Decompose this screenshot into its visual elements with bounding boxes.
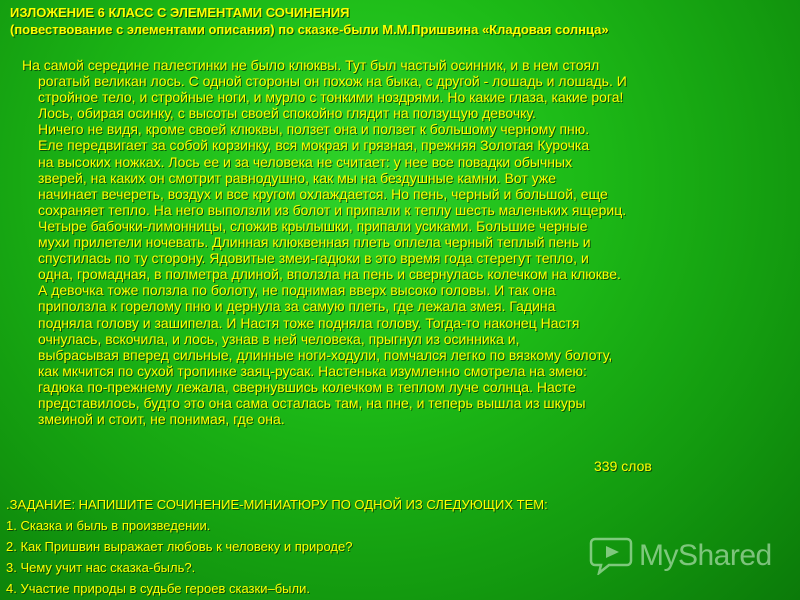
passage-line: выбрасывая вперед сильные, длинные ноги-ходули, помчался легко по вязкому болоту,: [38, 346, 613, 363]
passage-line: рогатый великан лось. С одной стороны он похож на быка, с другой - лошадь и лошадь. И: [38, 73, 627, 90]
passage-line: Лось, обирая осинку, с высоты своей спокойно глядит на ползущую девочку.: [38, 105, 536, 122]
passage-line: зверей, на каких он смотрит равнодушно, как мы на бездушные камни. Вот уже: [38, 169, 557, 186]
passage-line: представилось, будто это она сама осталась там, на пне, и теперь вышла из шкуры: [38, 394, 586, 411]
dictation-passage: [22, 57, 786, 428]
slide-header: [10, 4, 790, 38]
passage-line: на высоких ножках. Лось ее и за человека не считает: у нее все повадки обычных: [38, 153, 573, 170]
task-item: 1. Сказка и быль в произведении.: [6, 518, 211, 533]
header-subtitle: (повествование с элементами описания) по сказке-были М.М.Пришвина «Кладовая солнца»: [10, 22, 609, 37]
passage-line: На самой середине палестинки не было клюквы. Тут был частый осинник, и в нем стоял: [22, 57, 600, 73]
passage-line: змеиной и стоит, не понимая, где она.: [38, 411, 285, 428]
passage-line: гадюка по-прежнему лежала, свернувшись колечком в теплом луче солнца. Насте: [38, 378, 576, 395]
passage-line: Ничего не видя, кроме своей клюквы, ползет она и ползет к большому черному пню.: [38, 121, 590, 138]
task-item: 4. Участие природы в судьбе героев сказки–были.: [6, 581, 310, 596]
passage-line: Еле передвигает за собой корзинку, вся мокрая и грязная, прежняя Золотая Курочка: [38, 137, 590, 154]
myshared-watermark: [589, 537, 772, 575]
passage-line: стройное тело, и стройные ноги, и мурло с тонкими ноздрями. Но какие глаза, какие рога!: [38, 89, 624, 106]
task-item: 3. Чему учит нас сказка-быль?.: [6, 560, 196, 575]
passage-line: спустилась по ту сторону. Ядовитые змеи-гадюки в это время года стерегут тепло, и: [38, 250, 589, 267]
passage-line: как мкчится по сухой тропинке заяц-русак. Настенька изумленно смотрела на змею:: [38, 362, 587, 379]
passage-line: одна, громадная, в полметра длиной, вползла на пень и свернулась колечком на клюкве.: [38, 266, 621, 283]
header-title: ИЗЛОЖЕНИЕ 6 КЛАСС С ЭЛЕМЕНТАМИ СОЧИНЕНИЯ: [10, 5, 350, 20]
myshared-logo-icon: [589, 537, 633, 575]
task-heading: .ЗАДАНИЕ: НАПИШИТЕ СОЧИНЕНИЕ-МИНИАТЮРУ ПО ОДНОЙ ИЗ СЛЕДУЮЩИХ ТЕМ:: [6, 497, 548, 512]
passage-line: А девочка тоже ползла по болоту, не поднимая вверх высоко головы. И так она: [38, 282, 556, 299]
watermark-text: MyShared: [639, 539, 772, 572]
passage-line: мухи прилетели ночевать. Длинная клюквенная плеть оплела черный теплый пень и: [38, 234, 591, 251]
passage-line: Четыре бабочки-лимонницы, сложив крылышки, припали усиками. Большие черные: [38, 217, 588, 234]
passage-line: очнулась, вскочила, и лось, узнав в ней человека, прыгнул из осинника и,: [38, 330, 520, 347]
word-count: 339 слов: [594, 458, 652, 474]
task-item: 2. Как Пришвин выражает любовь к человеку и природе?: [6, 539, 353, 554]
passage-line: сохраняет тепло. На него выползли из болот и припали к теплу шесть маленьких ящериц.: [38, 201, 627, 218]
passage-line: начинает вечереть, воздух и все кругом охлаждается. Но пень, черный и большой, еще: [38, 185, 608, 202]
passage-line: приползла к горелому пню и дернула за самую плеть, где лежала змея. Гадина: [38, 298, 556, 315]
passage-line: подняла голову и зашипела. И Настя тоже подняла голову. Тогда-то наконец Настя: [38, 314, 580, 331]
